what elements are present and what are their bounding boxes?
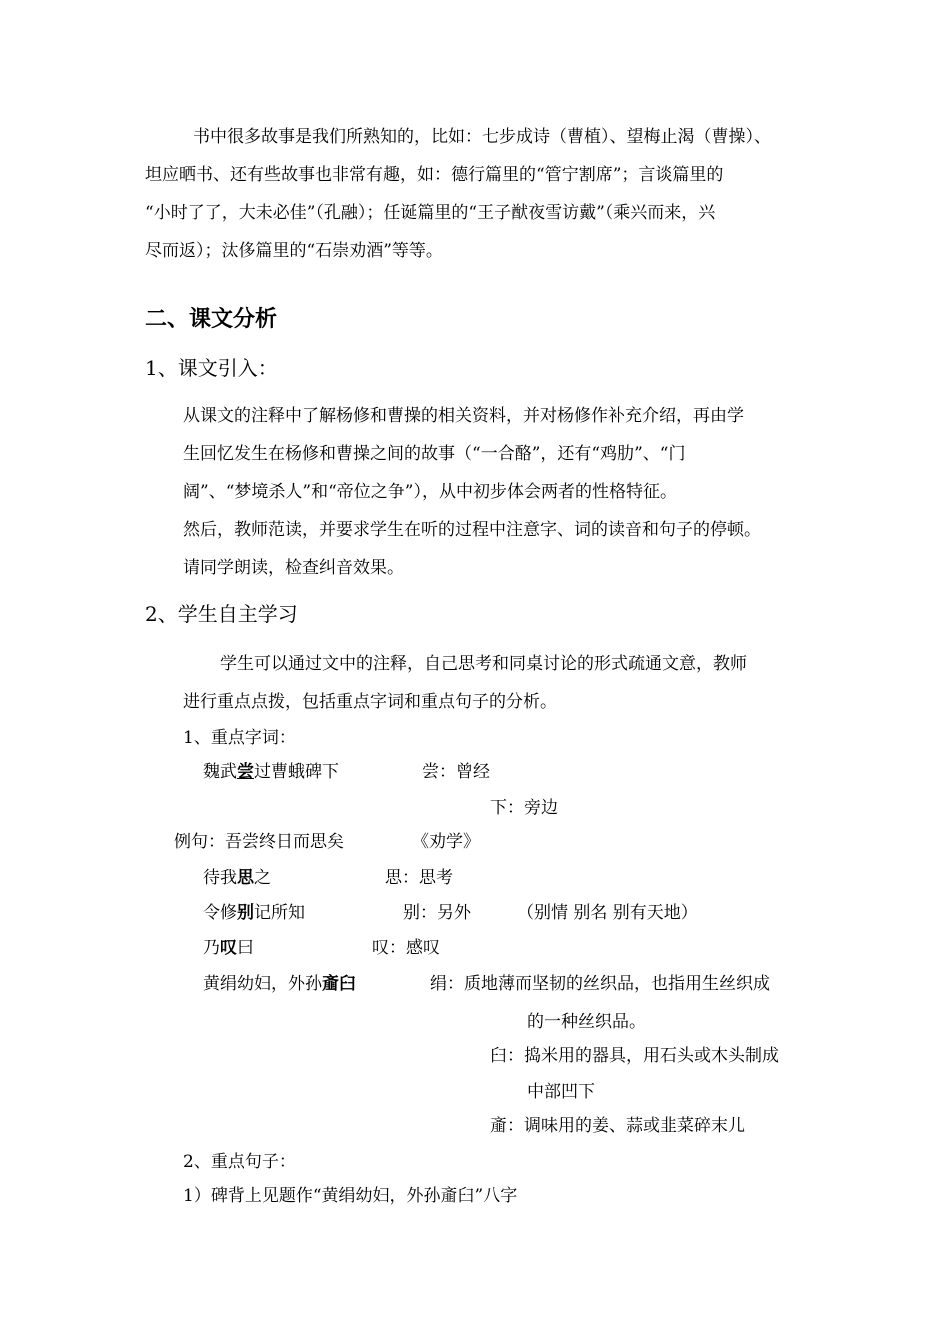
entry-text-post: 记所知 [254, 903, 305, 923]
subheading-intro: 1、课文引入： [145, 356, 278, 380]
sentences-heading: 2、重点句子： [183, 1152, 296, 1172]
intro-line-2: 坦应晒书、还有些故事也非常有趣，如：德行篇里的“管宁割席”；言谈篇里的 [145, 165, 724, 185]
gloss-1: 尝：曾经 [422, 762, 490, 782]
entry-text-pre: 魏武 [203, 762, 237, 782]
gloss-5b: 臼：捣米用的器具，用石头或木头制成 [490, 1046, 779, 1066]
key-character: 尝 [237, 762, 254, 782]
entry-text-post: 过曹蛾碑下 [254, 762, 339, 782]
example-sentence: 例句：吾尝终日而思矣 [174, 832, 344, 852]
gloss-5a-cont: 的一种丝织品。 [527, 1012, 646, 1032]
keyword-entry-5 [203, 974, 356, 994]
entry-text-pre: 令修 [203, 903, 237, 923]
keywords-heading: 1、重点字词： [183, 728, 296, 748]
entry-text-post: 之 [254, 868, 271, 888]
intro-para-line-2: 生回忆发生在杨修和曹操之间的故事（“一合酪”，还有“鸡肋”、“门 [183, 444, 686, 464]
keyword-entry-1 [203, 762, 339, 782]
gloss-3: 别：另外 [403, 903, 471, 923]
entry-text-pre: 黄绢幼妇，外孙 [203, 974, 322, 994]
key-character: 叹 [220, 938, 237, 958]
example-source: 《劝学》 [412, 832, 480, 852]
intro-para-line-5: 请同学朗读，检查纠音效果。 [183, 558, 404, 578]
entry-text-post: 曰 [237, 938, 254, 958]
gloss-3-note: （别情 别名 别有天地） [517, 903, 698, 923]
intro-line-4: 尽而返）；汰侈篇里的“石崇劝酒”等等。 [145, 241, 443, 261]
gloss-5a: 绢：质地薄而坚韧的丝织品，也指用生丝织成 [430, 974, 770, 994]
gloss-2: 思：思考 [385, 868, 453, 888]
self-study-line-2: 进行重点点拨，包括重点字词和重点句子的分析。 [183, 692, 557, 712]
keyword-entry-2 [203, 868, 271, 888]
key-character: 思 [237, 868, 254, 888]
subheading-self-study: 2、学生自主学习 [145, 602, 298, 626]
key-character: 齑臼 [322, 974, 356, 994]
gloss-4: 叹：感叹 [372, 938, 440, 958]
gloss-5b-cont: 中部凹下 [527, 1082, 595, 1102]
gloss-5c: 齑：调味用的姜、蒜或韭菜碎末儿 [490, 1116, 745, 1136]
intro-para-line-3: 阔”、“梦境杀人”和“帝位之争”），从中初步体会两者的性格特征。 [183, 482, 677, 502]
intro-para-line-4: 然后，教师范读，并要求学生在听的过程中注意字、词的读音和句子的停顿。 [183, 520, 761, 540]
self-study-line-1: 学生可以通过文中的注释，自己思考和同桌讨论的形式疏通文意，教师 [220, 654, 747, 674]
keyword-entry-4 [203, 938, 254, 958]
intro-line-3: “小时了了，大未必佳”（孔融）；任诞篇里的“王子猷夜雪访戴”（乘兴而来，兴 [145, 203, 716, 223]
intro-para-line-1: 从课文的注释中了解杨修和曹操的相关资料，并对杨修作补充介绍，再由学 [183, 406, 744, 426]
entry-text-pre: 乃 [203, 938, 220, 958]
key-sentence-1: 1）碑背上见题作“黄绢幼妇，外孙齑臼”八字 [183, 1186, 518, 1206]
keyword-entry-3 [203, 903, 305, 923]
section-heading: 二、课文分析 [145, 306, 278, 332]
intro-line-1: 书中很多故事是我们所熟知的，比如：七步成诗（曹植）、望梅止渴（曹操）、 [193, 127, 771, 147]
entry-text-pre: 待我 [203, 868, 237, 888]
key-character: 别 [237, 903, 254, 923]
gloss-1b: 下：旁边 [490, 798, 558, 818]
